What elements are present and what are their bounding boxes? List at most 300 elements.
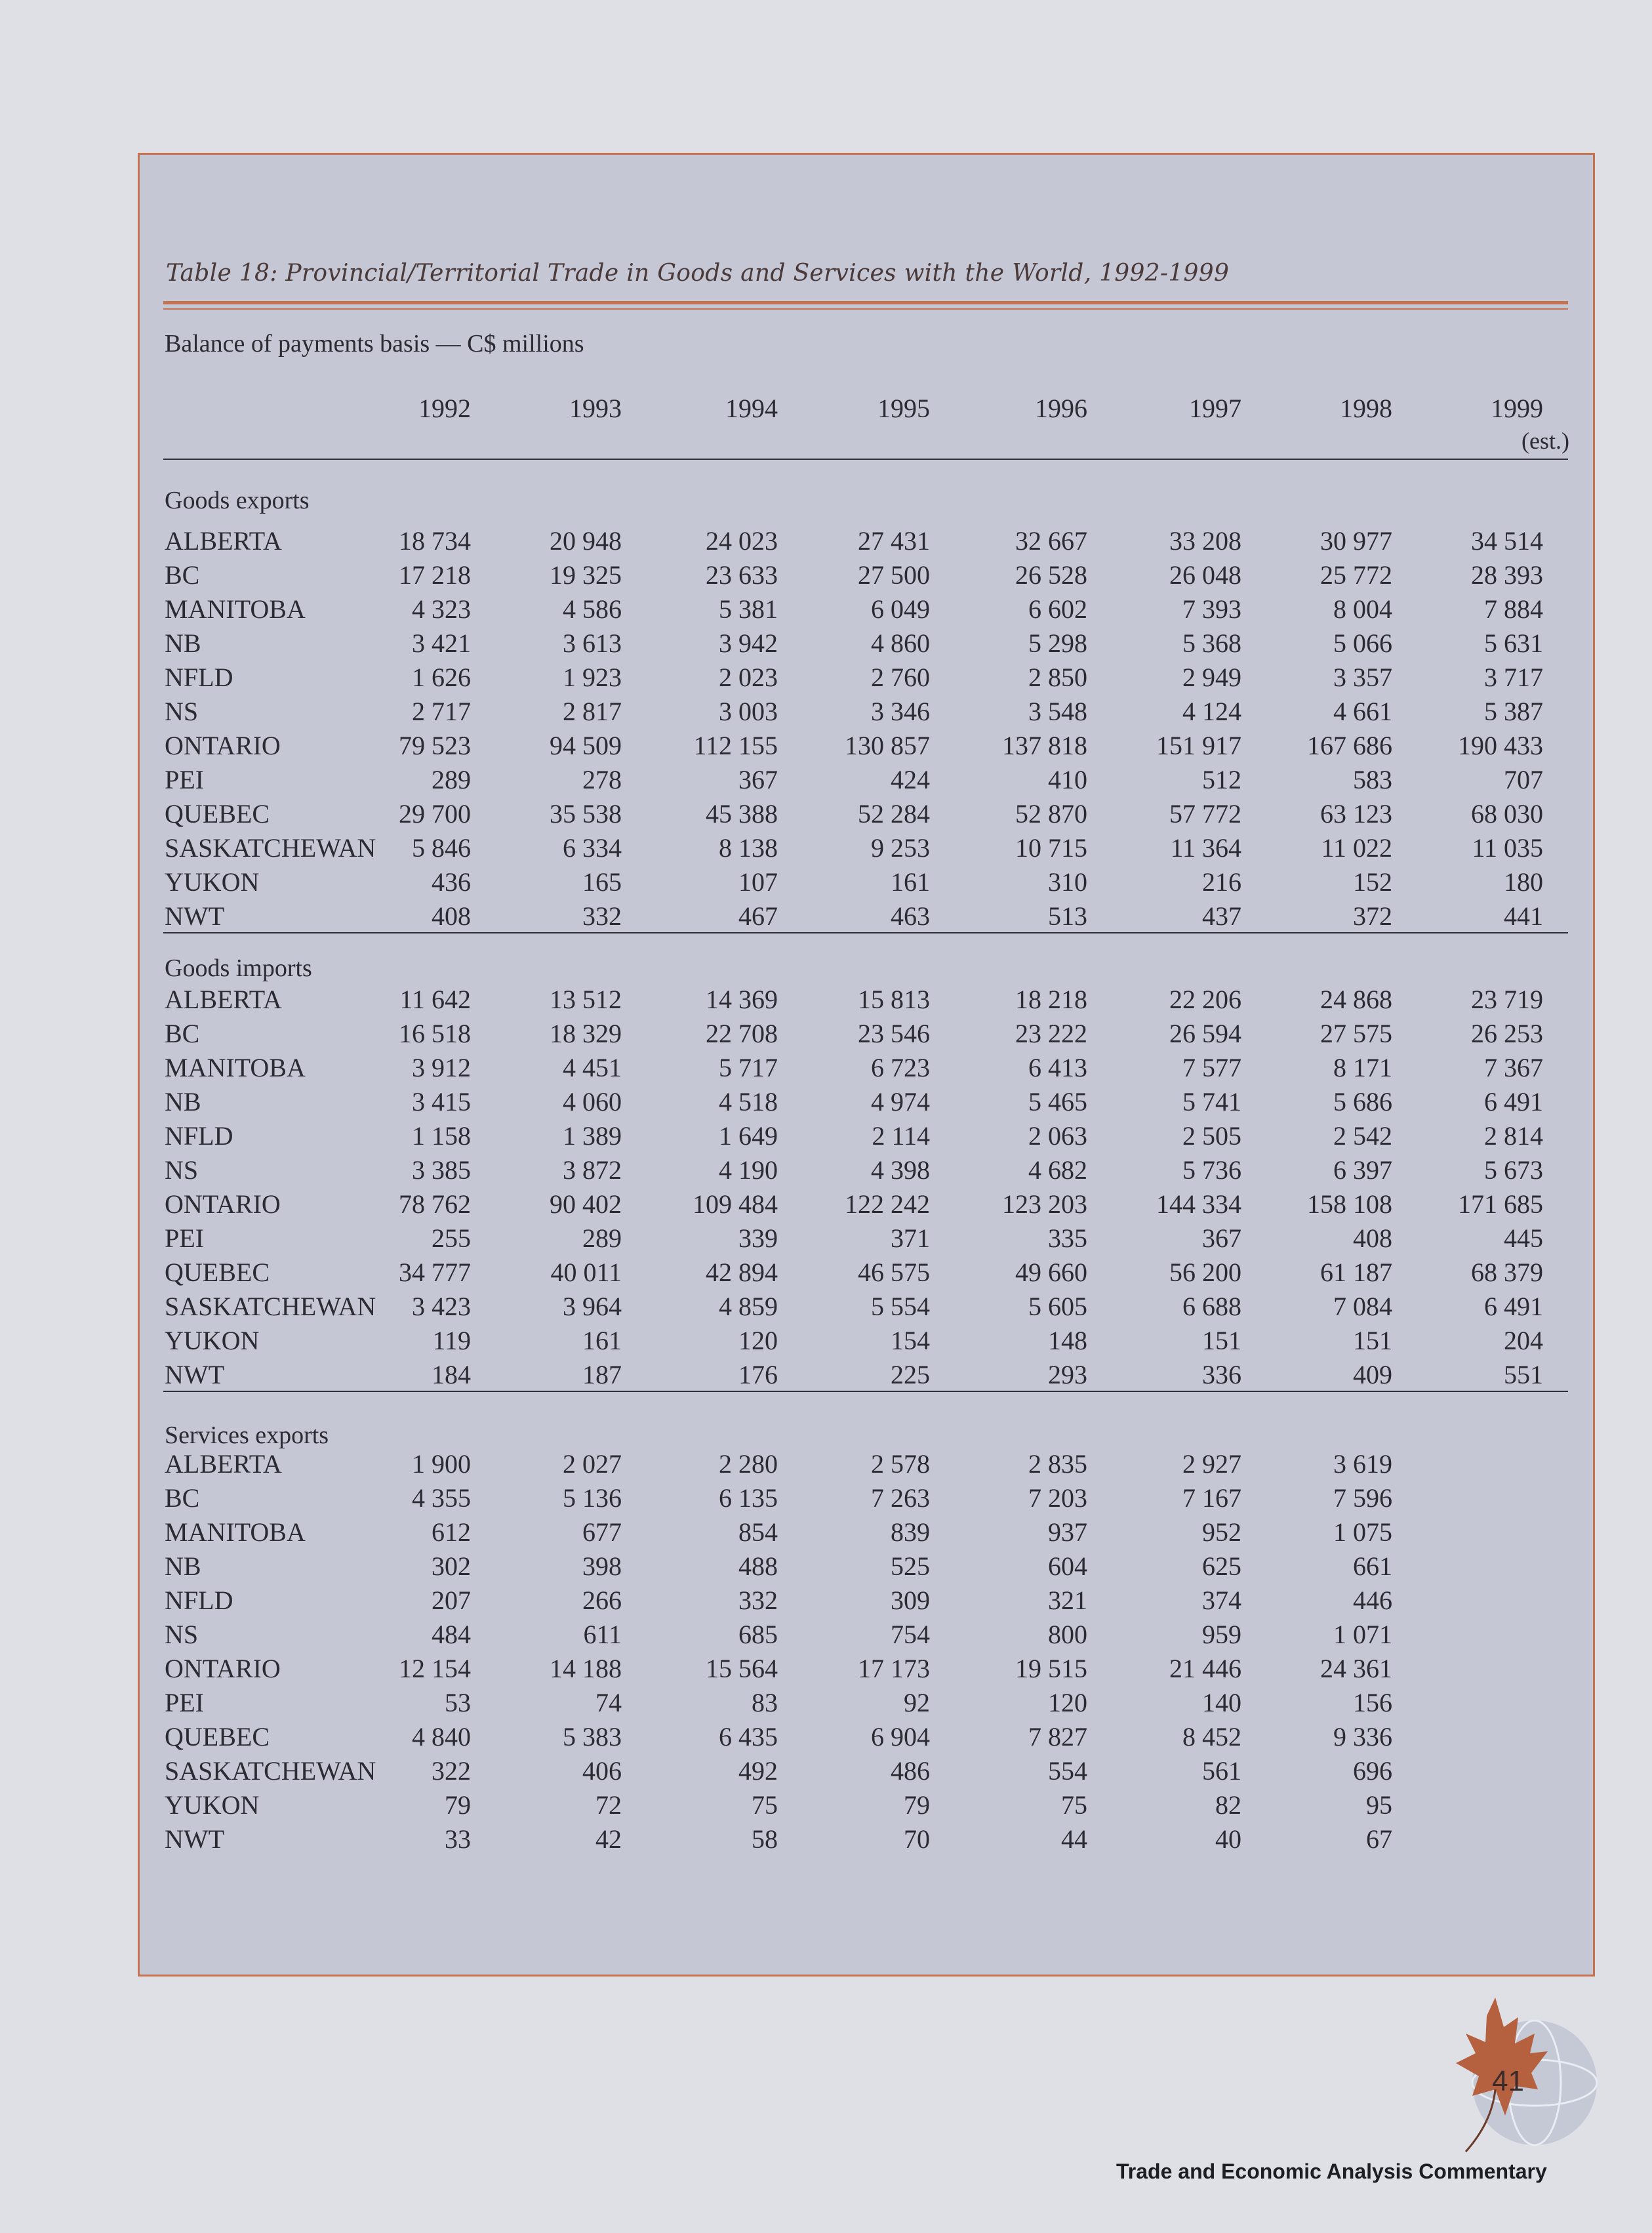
table-cell: 332 bbox=[738, 1586, 778, 1615]
table-cell: 6 397 bbox=[1333, 1155, 1392, 1185]
table-cell: 25 772 bbox=[1320, 560, 1392, 590]
table-cell: 339 bbox=[738, 1223, 778, 1253]
table-cell: 3 912 bbox=[412, 1053, 471, 1082]
table-cell: 4 859 bbox=[719, 1292, 778, 1321]
table-cell: 5 066 bbox=[1333, 628, 1392, 658]
table-cell: 488 bbox=[738, 1551, 778, 1581]
title-rule bbox=[163, 301, 1568, 304]
row-label: QUEBEC bbox=[165, 799, 270, 829]
section-rule bbox=[163, 932, 1568, 933]
table-cell: 289 bbox=[432, 765, 471, 794]
table-cell: 40 bbox=[1215, 1824, 1241, 1854]
table-cell: 754 bbox=[891, 1620, 930, 1649]
table-cell: 2 835 bbox=[1028, 1449, 1087, 1479]
table-row bbox=[140, 867, 1593, 901]
table-cell: 4 586 bbox=[563, 594, 622, 624]
table-cell: 661 bbox=[1353, 1551, 1392, 1581]
table-cell: 5 383 bbox=[563, 1722, 622, 1752]
table-cell: 486 bbox=[891, 1756, 930, 1786]
row-label: NB bbox=[165, 1551, 201, 1581]
table-cell: 408 bbox=[432, 901, 471, 931]
table-cell: 23 633 bbox=[706, 560, 778, 590]
table-cell: 5 368 bbox=[1182, 628, 1241, 658]
row-label: BC bbox=[165, 560, 200, 590]
table-row bbox=[140, 1291, 1593, 1325]
table-cell: 7 827 bbox=[1028, 1722, 1087, 1752]
table-cell: 952 bbox=[1202, 1517, 1241, 1547]
row-label: NS bbox=[165, 697, 199, 726]
table-row bbox=[140, 662, 1593, 696]
table-subtitle: Balance of payments basis — C$ millions bbox=[165, 330, 584, 358]
table-cell: 6 602 bbox=[1028, 594, 1087, 624]
section-title: Goods imports bbox=[165, 954, 312, 982]
table-cell: 34 777 bbox=[399, 1258, 471, 1287]
table-cell: 42 894 bbox=[706, 1258, 778, 1287]
table-cell: 26 253 bbox=[1471, 1019, 1543, 1048]
row-label: PEI bbox=[165, 1223, 204, 1253]
table-cell: 78 762 bbox=[399, 1189, 471, 1219]
table-cell: 4 355 bbox=[412, 1483, 471, 1513]
table-cell: 137 818 bbox=[1002, 731, 1087, 760]
table-cell: 19 325 bbox=[550, 560, 622, 590]
table-cell: 322 bbox=[432, 1756, 471, 1786]
table-cell: 22 708 bbox=[706, 1019, 778, 1048]
table-row bbox=[140, 1755, 1593, 1790]
table-cell: 4 060 bbox=[563, 1087, 622, 1116]
section-title: Goods exports bbox=[165, 487, 310, 514]
row-label: QUEBEC bbox=[165, 1258, 270, 1287]
table-cell: 266 bbox=[582, 1586, 622, 1615]
row-label: MANITOBA bbox=[165, 594, 306, 624]
table-row bbox=[140, 696, 1593, 730]
row-label: NFLD bbox=[165, 1586, 233, 1615]
table-row bbox=[140, 1721, 1593, 1755]
table-cell: 409 bbox=[1353, 1360, 1392, 1389]
row-label: NB bbox=[165, 1087, 201, 1116]
table-cell: 10 715 bbox=[1015, 833, 1087, 863]
table-cell: 216 bbox=[1202, 867, 1241, 897]
row-label: ALBERTA bbox=[165, 1449, 282, 1479]
table-cell: 56 200 bbox=[1169, 1258, 1241, 1287]
table-cell: 8 171 bbox=[1333, 1053, 1392, 1082]
table-cell: 130 857 bbox=[845, 731, 930, 760]
table-cell: 2 280 bbox=[719, 1449, 778, 1479]
row-label: BC bbox=[165, 1483, 200, 1513]
table-cell: 492 bbox=[738, 1756, 778, 1786]
year-header-cell: 1996 bbox=[1035, 394, 1087, 423]
table-cell: 2 578 bbox=[871, 1449, 930, 1479]
table-row bbox=[140, 1257, 1593, 1291]
table-cell: 57 772 bbox=[1169, 799, 1241, 829]
table-cell: 5 741 bbox=[1182, 1087, 1241, 1116]
table-cell: 49 660 bbox=[1015, 1258, 1087, 1287]
table-cell: 40 011 bbox=[550, 1258, 622, 1287]
table-cell: 42 bbox=[595, 1824, 622, 1854]
table-cell: 410 bbox=[1048, 765, 1087, 794]
table-cell: 5 136 bbox=[563, 1483, 622, 1513]
table-cell: 2 927 bbox=[1182, 1449, 1241, 1479]
page-number: 41 bbox=[1492, 2065, 1524, 2097]
table-cell: 4 124 bbox=[1182, 697, 1241, 726]
table-cell: 800 bbox=[1048, 1620, 1087, 1649]
table-cell: 90 402 bbox=[550, 1189, 622, 1219]
table-cell: 6 904 bbox=[871, 1722, 930, 1752]
section-title: Services exports bbox=[165, 1422, 329, 1449]
table-row bbox=[140, 1086, 1593, 1120]
table-cell: 367 bbox=[1202, 1223, 1241, 1253]
table-cell: 3 619 bbox=[1333, 1449, 1392, 1479]
maple-leaf-globe-icon bbox=[1426, 1991, 1623, 2155]
table-cell: 167 686 bbox=[1307, 731, 1392, 760]
table-cell: 512 bbox=[1202, 765, 1241, 794]
table-cell: 5 631 bbox=[1484, 628, 1543, 658]
table-cell: 82 bbox=[1215, 1790, 1241, 1820]
table-cell: 79 523 bbox=[399, 731, 471, 760]
table-cell: 7 367 bbox=[1484, 1053, 1543, 1082]
table-cell: 46 575 bbox=[858, 1258, 930, 1287]
table-cell: 7 577 bbox=[1182, 1053, 1241, 1082]
table-cell: 4 190 bbox=[719, 1155, 778, 1185]
row-label: NFLD bbox=[165, 1121, 233, 1151]
table-cell: 1 071 bbox=[1333, 1620, 1392, 1649]
table-cell: 6 135 bbox=[719, 1483, 778, 1513]
table-cell: 23 222 bbox=[1015, 1019, 1087, 1048]
table-cell: 161 bbox=[891, 867, 930, 897]
row-label: YUKON bbox=[165, 867, 260, 897]
table-cell: 11 364 bbox=[1170, 833, 1241, 863]
row-label: MANITOBA bbox=[165, 1517, 306, 1547]
table-cell: 2 063 bbox=[1028, 1121, 1087, 1151]
table-row bbox=[140, 901, 1593, 935]
table-cell: 107 bbox=[738, 867, 778, 897]
table-cell: 5 736 bbox=[1182, 1155, 1241, 1185]
table-cell: 372 bbox=[1353, 901, 1392, 931]
table-cell: 677 bbox=[582, 1517, 622, 1547]
table-cell: 2 760 bbox=[871, 663, 930, 692]
table-cell: 321 bbox=[1048, 1586, 1087, 1615]
table-cell: 554 bbox=[1048, 1756, 1087, 1786]
table-cell: 2 114 bbox=[872, 1121, 930, 1151]
table-row bbox=[140, 1653, 1593, 1687]
table-cell: 8 004 bbox=[1333, 594, 1392, 624]
table-cell: 436 bbox=[432, 867, 471, 897]
section-rule bbox=[163, 1391, 1568, 1392]
table-cell: 148 bbox=[1048, 1326, 1087, 1355]
table-cell: 92 bbox=[904, 1688, 930, 1717]
table-cell: 408 bbox=[1353, 1223, 1392, 1253]
row-label: NS bbox=[165, 1155, 199, 1185]
title-rule-thin bbox=[163, 308, 1568, 310]
table-cell: 4 682 bbox=[1028, 1155, 1087, 1185]
table-cell: 3 346 bbox=[871, 697, 930, 726]
table-row bbox=[140, 764, 1593, 798]
table-cell: 424 bbox=[891, 765, 930, 794]
table-cell: 14 188 bbox=[550, 1654, 622, 1683]
table-cell: 20 948 bbox=[550, 526, 622, 556]
table-cell: 26 594 bbox=[1169, 1019, 1241, 1048]
table-row bbox=[140, 628, 1593, 662]
table-cell: 937 bbox=[1048, 1517, 1087, 1547]
row-label: QUEBEC bbox=[165, 1722, 270, 1752]
table-cell: 180 bbox=[1504, 867, 1543, 897]
table-cell: 16 518 bbox=[399, 1019, 471, 1048]
table-cell: 4 840 bbox=[412, 1722, 471, 1752]
table-cell: 7 393 bbox=[1182, 594, 1241, 624]
row-label: NWT bbox=[165, 901, 225, 931]
table-cell: 204 bbox=[1504, 1326, 1543, 1355]
table-cell: 74 bbox=[595, 1688, 622, 1717]
table-cell: 309 bbox=[891, 1586, 930, 1615]
table-cell: 27 431 bbox=[858, 526, 930, 556]
table-row bbox=[140, 798, 1593, 832]
table-cell: 6 723 bbox=[871, 1053, 930, 1082]
table-panel bbox=[138, 153, 1595, 1977]
table-cell: 120 bbox=[1048, 1688, 1087, 1717]
row-label: NWT bbox=[165, 1360, 225, 1389]
table-cell: 15 813 bbox=[858, 985, 930, 1014]
table-row bbox=[140, 1189, 1593, 1223]
row-label: SASKATCHEWAN bbox=[165, 1292, 376, 1321]
year-header-cell: 1994 bbox=[725, 394, 778, 423]
table-cell: 6 413 bbox=[1028, 1053, 1087, 1082]
table-cell: 5 673 bbox=[1484, 1155, 1543, 1185]
table-cell: 4 451 bbox=[563, 1053, 622, 1082]
table-cell: 2 850 bbox=[1028, 663, 1087, 692]
table-cell: 158 108 bbox=[1307, 1189, 1392, 1219]
table-cell: 2 023 bbox=[719, 663, 778, 692]
table-cell: 278 bbox=[582, 765, 622, 794]
table-cell: 112 155 bbox=[693, 731, 778, 760]
table-cell: 152 bbox=[1353, 867, 1392, 897]
table-cell: 12 154 bbox=[399, 1654, 471, 1683]
table-cell: 154 bbox=[891, 1326, 930, 1355]
table-cell: 79 bbox=[445, 1790, 471, 1820]
table-cell: 513 bbox=[1048, 901, 1087, 931]
table-cell: 29 700 bbox=[399, 799, 471, 829]
table-cell: 1 900 bbox=[412, 1449, 471, 1479]
table-cell: 5 686 bbox=[1333, 1087, 1392, 1116]
header-rule bbox=[163, 459, 1568, 460]
table-cell: 75 bbox=[752, 1790, 778, 1820]
row-label: ONTARIO bbox=[165, 1189, 281, 1219]
table-cell: 3 717 bbox=[1484, 663, 1543, 692]
table-row bbox=[140, 1120, 1593, 1155]
table-cell: 75 bbox=[1061, 1790, 1087, 1820]
table-cell: 70 bbox=[904, 1824, 930, 1854]
table-row bbox=[140, 1359, 1593, 1393]
table-cell: 26 528 bbox=[1015, 560, 1087, 590]
row-label: MANITOBA bbox=[165, 1053, 306, 1082]
row-label: YUKON bbox=[165, 1790, 260, 1820]
table-cell: 122 242 bbox=[845, 1189, 930, 1219]
table-cell: 15 564 bbox=[706, 1654, 778, 1683]
table-cell: 61 187 bbox=[1320, 1258, 1392, 1287]
table-row bbox=[140, 730, 1593, 764]
table-cell: 19 515 bbox=[1015, 1654, 1087, 1683]
table-cell: 165 bbox=[582, 867, 622, 897]
table-cell: 27 575 bbox=[1320, 1019, 1392, 1048]
table-cell: 187 bbox=[582, 1360, 622, 1389]
table-cell: 32 667 bbox=[1015, 526, 1087, 556]
table-cell: 23 719 bbox=[1471, 985, 1543, 1014]
table-cell: 2 505 bbox=[1182, 1121, 1241, 1151]
table-cell: 2 817 bbox=[563, 697, 622, 726]
row-label: BC bbox=[165, 1019, 200, 1048]
table-cell: 1 158 bbox=[412, 1121, 471, 1151]
table-cell: 367 bbox=[738, 765, 778, 794]
row-label: PEI bbox=[165, 1688, 204, 1717]
table-cell: 176 bbox=[738, 1360, 778, 1389]
row-label: NWT bbox=[165, 1824, 225, 1854]
table-cell: 11 642 bbox=[399, 985, 471, 1014]
table-cell: 33 208 bbox=[1169, 526, 1241, 556]
table-row bbox=[140, 1517, 1593, 1551]
year-header-cell: 1997 bbox=[1189, 394, 1241, 423]
table-cell: 5 554 bbox=[871, 1292, 930, 1321]
table-cell: 17 173 bbox=[858, 1654, 930, 1683]
row-label: SASKATCHEWAN bbox=[165, 833, 376, 863]
year-note: (est.) bbox=[1521, 428, 1569, 454]
table-row bbox=[140, 832, 1593, 867]
table-cell: 293 bbox=[1048, 1360, 1087, 1389]
table-cell: 2 949 bbox=[1182, 663, 1241, 692]
table-cell: 156 bbox=[1353, 1688, 1392, 1717]
table-cell: 79 bbox=[904, 1790, 930, 1820]
table-cell: 4 661 bbox=[1333, 697, 1392, 726]
table-cell: 5 465 bbox=[1028, 1087, 1087, 1116]
table-cell: 151 bbox=[1202, 1326, 1241, 1355]
table-row bbox=[140, 1052, 1593, 1086]
footer-title: Trade and Economic Analysis Commentary bbox=[1116, 2160, 1547, 2183]
year-header-cell: 1998 bbox=[1340, 394, 1392, 423]
table-cell: 332 bbox=[582, 901, 622, 931]
table-cell: 161 bbox=[582, 1326, 622, 1355]
table-cell: 839 bbox=[891, 1517, 930, 1547]
table-cell: 525 bbox=[891, 1551, 930, 1581]
table-cell: 4 518 bbox=[719, 1087, 778, 1116]
table-cell: 1 649 bbox=[719, 1121, 778, 1151]
table-cell: 7 263 bbox=[871, 1483, 930, 1513]
table-cell: 371 bbox=[891, 1223, 930, 1253]
table-cell: 18 218 bbox=[1015, 985, 1087, 1014]
table-cell: 27 500 bbox=[858, 560, 930, 590]
row-label: NB bbox=[165, 628, 201, 658]
table-cell: 6 688 bbox=[1182, 1292, 1241, 1321]
table-row bbox=[140, 1824, 1593, 1858]
table-cell: 26 048 bbox=[1169, 560, 1241, 590]
table-cell: 6 491 bbox=[1484, 1087, 1543, 1116]
table-cell: 310 bbox=[1048, 867, 1087, 897]
table-cell: 24 868 bbox=[1320, 985, 1392, 1014]
table-cell: 151 bbox=[1353, 1326, 1392, 1355]
table-cell: 5 605 bbox=[1028, 1292, 1087, 1321]
table-cell: 119 bbox=[432, 1326, 471, 1355]
table-cell: 5 846 bbox=[412, 833, 471, 863]
table-cell: 18 329 bbox=[550, 1019, 622, 1048]
table-cell: 302 bbox=[432, 1551, 471, 1581]
table-cell: 6 334 bbox=[563, 833, 622, 863]
table-cell: 35 538 bbox=[550, 799, 622, 829]
table-cell: 2 814 bbox=[1484, 1121, 1543, 1151]
table-cell: 23 546 bbox=[858, 1019, 930, 1048]
table-cell: 374 bbox=[1202, 1586, 1241, 1615]
table-cell: 72 bbox=[595, 1790, 622, 1820]
table-cell: 289 bbox=[582, 1223, 622, 1253]
table-cell: 5 717 bbox=[719, 1053, 778, 1082]
table-cell: 9 253 bbox=[871, 833, 930, 863]
table-cell: 120 bbox=[738, 1326, 778, 1355]
table-cell: 2 542 bbox=[1333, 1121, 1392, 1151]
year-header-cell: 1992 bbox=[418, 394, 471, 423]
year-header-cell: 1993 bbox=[569, 394, 622, 423]
table-cell: 406 bbox=[582, 1756, 622, 1786]
table-cell: 612 bbox=[432, 1517, 471, 1547]
table-cell: 335 bbox=[1048, 1223, 1087, 1253]
table-row bbox=[140, 984, 1593, 1018]
table-cell: 625 bbox=[1202, 1551, 1241, 1581]
table-cell: 53 bbox=[445, 1688, 471, 1717]
table-row bbox=[140, 1155, 1593, 1189]
table-cell: 18 734 bbox=[399, 526, 471, 556]
table-cell: 611 bbox=[583, 1620, 622, 1649]
table-cell: 3 964 bbox=[563, 1292, 622, 1321]
table-cell: 68 030 bbox=[1471, 799, 1543, 829]
table-cell: 58 bbox=[752, 1824, 778, 1854]
table-cell: 109 484 bbox=[693, 1189, 778, 1219]
table-cell: 3 003 bbox=[719, 697, 778, 726]
table-cell: 9 336 bbox=[1333, 1722, 1392, 1752]
table-cell: 4 323 bbox=[412, 594, 471, 624]
table-cell: 33 bbox=[445, 1824, 471, 1854]
table-cell: 7 884 bbox=[1484, 594, 1543, 624]
table-row bbox=[140, 1687, 1593, 1721]
table-cell: 854 bbox=[738, 1517, 778, 1547]
table-cell: 225 bbox=[891, 1360, 930, 1389]
table-cell: 67 bbox=[1366, 1824, 1392, 1854]
table-row bbox=[140, 1551, 1593, 1585]
table-cell: 123 203 bbox=[1002, 1189, 1087, 1219]
row-label: PEI bbox=[165, 765, 204, 794]
table-cell: 696 bbox=[1353, 1756, 1392, 1786]
table-cell: 7 084 bbox=[1333, 1292, 1392, 1321]
table-row bbox=[140, 1448, 1593, 1483]
table-cell: 24 023 bbox=[706, 526, 778, 556]
table-cell: 685 bbox=[738, 1620, 778, 1649]
table-row bbox=[140, 1619, 1593, 1653]
table-cell: 83 bbox=[752, 1688, 778, 1717]
table-cell: 959 bbox=[1202, 1620, 1241, 1649]
table-cell: 6 049 bbox=[871, 594, 930, 624]
table-row bbox=[140, 560, 1593, 594]
table-cell: 171 685 bbox=[1458, 1189, 1543, 1219]
table-cell: 5 381 bbox=[719, 594, 778, 624]
table-cell: 17 218 bbox=[399, 560, 471, 590]
table-cell: 4 860 bbox=[871, 628, 930, 658]
table-cell: 6 491 bbox=[1484, 1292, 1543, 1321]
table-cell: 14 369 bbox=[706, 985, 778, 1014]
table-cell: 207 bbox=[432, 1586, 471, 1615]
table-cell: 4 398 bbox=[871, 1155, 930, 1185]
table-cell: 24 361 bbox=[1320, 1654, 1392, 1683]
table-cell: 63 123 bbox=[1320, 799, 1392, 829]
table-cell: 1 389 bbox=[563, 1121, 622, 1151]
row-label: ONTARIO bbox=[165, 731, 281, 760]
row-label: NS bbox=[165, 1620, 199, 1649]
table-cell: 5 298 bbox=[1028, 628, 1087, 658]
table-cell: 140 bbox=[1202, 1688, 1241, 1717]
table-cell: 45 388 bbox=[706, 799, 778, 829]
table-cell: 604 bbox=[1048, 1551, 1087, 1581]
